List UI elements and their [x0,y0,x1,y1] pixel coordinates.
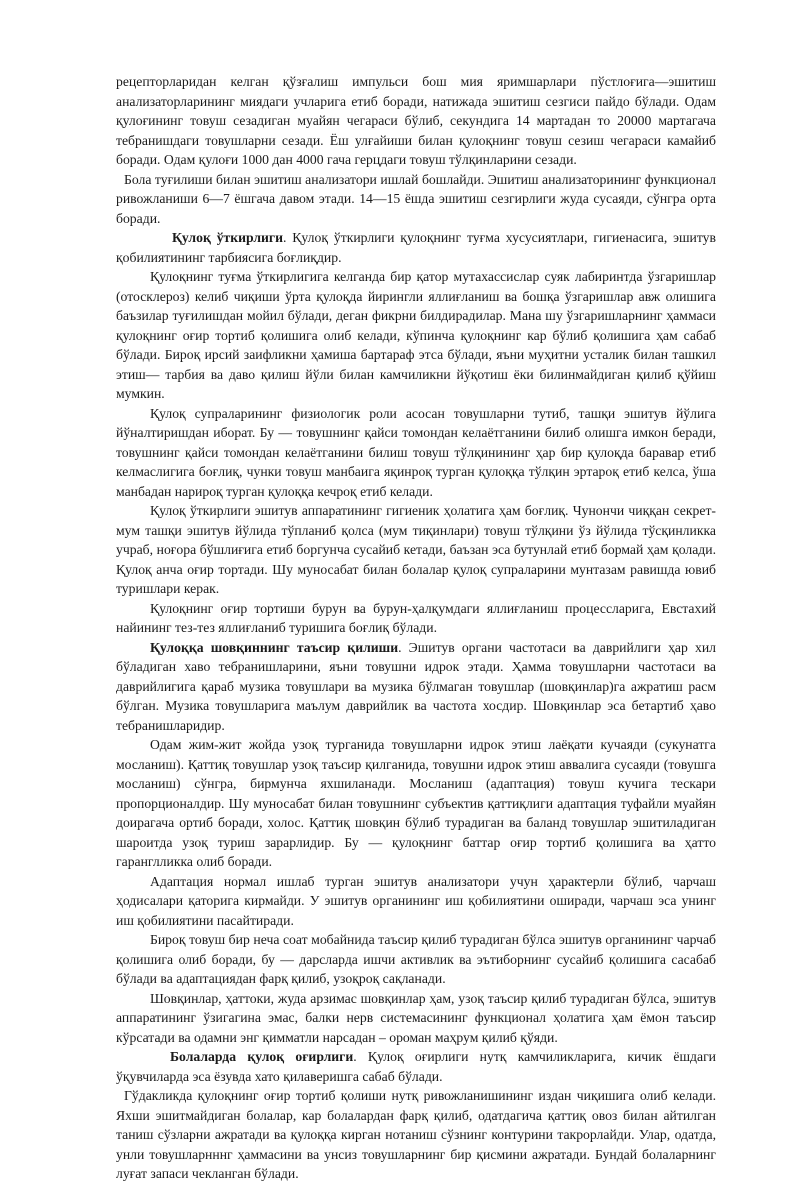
paragraph-10 [116,872,716,931]
paragraph-2 [116,170,716,229]
paragraph-14 [116,1086,716,1184]
paragraph-11-text: Бироқ товуш бир неча соат мобайнида таъсир қилиб турадиган бўлса эшитув органининг чарчаб қолишига олиб боради, бу — дарсларда ишчи активлик ва эътиборнинг сусайиб қолишига сасабаб бўлади ва адаптациядан фарқ қилиб, узоқроқ сақланади. [116,932,716,986]
paragraph-3-text: . Қулоқ ўткирлиги қулоқнинг туғма хусусиятлари, гигиенасига, эшитув қобилиятининг тарбиясига боғлиқдир. [116,230,716,265]
paragraph-2-text: Бола туғилиши билан эшитиш анализатори ишлай бошлайди. Эшитиш анализаторининг функционал ривожланиши 6—7 ёшгача давом этади. 14—15 ёшда эшитиш сезгирлиги жуда сусаяди, сўнгра орта боради. [116,171,716,226]
paragraph-7-text: Қулоқнинг оғир тортиши бурун ва бурун-ҳалқумдаги яллиғланиш процессларига, Евстахий найининг тез-тез яллиғланиб туришига боғлиқ бўлади. [116,600,716,635]
paragraph-6-text: Қулоқ ўткирлиги эшитув аппаратининг гигиеник ҳолатига ҳам боғлиқ. Чунончи чиққан секрет-мум ташқи эшитув йўлида тўпланиб қолса (мум тиқинлари) товуш тўлқини ўз йўлида тўсқинликка учраб, ноғора бўшлиғига етиб боргунча сусайиб кетади, баъзан эса бутунлай етиб бормай ҳам қолади. Қулоқ анча оғир тортади. Шу муносабат билан болалар қулоқ супраларини мунтазам равишда ювиб туришлари керак. [116,503,716,596]
paragraph-4 [116,267,716,404]
paragraph-9 [116,735,716,872]
paragraph-1 [116,72,716,170]
paragraph-7 [116,599,716,638]
paragraph-14-text: Гўдакликда қулоқнинг оғир тортиб қолиши нутқ ривожланишининг издан чиқишига олиб келади. Яхши эшитмайдиган болалар, кар болалардан фарқ қилиб, одатдагича қаттиқ овоз билан айтилган таниш сўзларни ажратади ва қулоққа кирган нотаниш сўзнинг контурини такрорлайди. Улар, одатда, унли товушларнннг ҳаммасини ва унсиз товушларнинг бир қисмини ажратади. Бундай болаларнинг луғат запаси чекланган бўлади. [116,1088,716,1181]
paragraph-12-text: Шовқинлар, ҳаттоки, жуда арзимас шовқинлар ҳам, узоқ таъсир қилиб турадиган бўлса, эшитув аппаратининг ўзигагина эмас, балки нерв системасининг функционал ҳолатига ҳам ёмон таъсир кўрсатади ва одамни энг қимматли нарсадан – ороман маҳрум қилиб қўяди. [116,990,716,1045]
section-heading-ear-acuity: Қулоқ ўткирлиги [172,230,283,245]
paragraph-12 [116,989,716,1048]
section-heading-noise-effect: Қулоққа шовқиннинг таъсир қилиши [150,639,399,655]
paragraph-4-text: Қулоқнинг туғма ўткирлигига келганда бир қатор мутахассислар суяк лабиринтда ўзгаришлар (отосклероз) келиб чиқиши ўрта қулоқда йирингли яллиғланиш ва бошқа ўзгаришлар авж олишига баъзилар туғилишдан мойил бўлади, деган фикрни билдирадилар. Мана шу ўзгаришларнинг ҳаммаси қулоқнинг оғир тортиб қолишига олиб келади, кўпинча қулоқнинг кар бўлиб қолишига ҳам сабаб бўлади. Бироқ ирсий заифликни ҳамиша бартараф этса бўлади, яъни муҳитни усталик билан ташкил этиш— тарбия ва даво қилиш йўли билан камчиликни йўқотиш ёки билинмайдиган қилиб қўйиш мумкин. [116,269,716,401]
paragraph-13-text: . Қулоқ оғирлиги нутқ камчиликларига, кичик ёшдаги ўқувчиларда эса ёзувда хато қилаверишга сабаб бўлади. [116,1049,717,1084]
paragraph-8-text: . Эшитув органи частотаси ва даврийлиги ҳар хил бўладиган хаво тебранишларини, яъни товушни идрок этади. Ҳамма товушларни частотаси ва даврийлигига қараб музика товушлари ва музика бўлмаган товушлар (шовқинлар)га ажратиш расм бўлган. Музика товушларига маълум даврийлик ва частота хосдир. Шовқинлар эса бетартиб ҳаво тебранишларидир. [116,639,716,733]
paragraph-noise-effect [116,638,716,736]
section-heading-children-hearing: Болаларда қулоқ оғирлиги [170,1049,354,1064]
paragraph-1-text: рецепторларидан келган қўзғалиш импульси бош мия яримшарлари пўстлоғига—эшитиш анализаторларининг миядаги учларига етиб боради, натижада эшитиш сезгиси пайдо бўлади. Одам қулоғининг товуш сезадиган муайян чегараси бўлиб, секундига 14 мартадан то 20000 мартагача тебранишдаги товушларни сезади. Ёш улғайиши билан қулоқнинг товуш сезиш чегараси камайиб боради. Одам қулоғи 1000 дан 4000 гача герцдаги товуш тўлқинларини сезади. [116,74,716,167]
paragraph-5-text: Қулоқ супраларининг физиологик роли асосан товушларни тутиб, ташқи эшитув йўлига йўналтиришдан иборат. Бу — товушнинг қайси томондан келаётганини билиб олишга имкон беради, товушнинг қайси томондан келаётганини билиш товуш тўлқинининг ҳар бир қулоқда баравар етиб келмаслигига боғлиқ, чунки товуш манбаига яқинроқ турган қулоққа тўлқин эртароқ етиб келса, ўша манбадан нарироқ турган қулоққа кечроқ етиб келади. [116,405,716,499]
paragraph-children-hearing [116,1047,716,1086]
paragraph-6 [116,501,716,599]
paragraph-ear-acuity [116,228,716,267]
paragraph-10-text: Адаптация нормал ишлаб турган эшитув анализатори учун ҳарактерли бўлиб, чарчаш ҳодисалари қаторига кирмайди. У эшитув органининг иш қобилиятини оширади, чарчаш эса унинг иш қобилиятини пасайтиради. [116,873,716,928]
paragraph-5 [116,404,716,502]
paragraph-11 [116,930,716,989]
paragraph-9-text: Одам жим-жит жойда узоқ турганида товушларни идрок этиш лаёқати кучаяди (сукунатга мосланиш). Қаттиқ товушлар узоқ таъсир қилганида, товушни идрок этиш аввалига сусаяди (товушга мосланиш) сўнгра, бирмунча яхшиланади. Мосланиш (адаптация) товуш кучига тескари пропорционалдир. Шу муносабат билан товушнинг субъектив қаттиқлиги адаптация туфайли муайян доирагача ортиб боради, холос. Қаттиқ шовқин бўлиб турадиган ва баланд товушлар эшитиладиган шароитда узоқ туриш зарарлидир. Бу — қулоқнинг баттар оғир тортиб қолишига ва ҳатто гаранглликка олиб боради. [116,737,716,869]
